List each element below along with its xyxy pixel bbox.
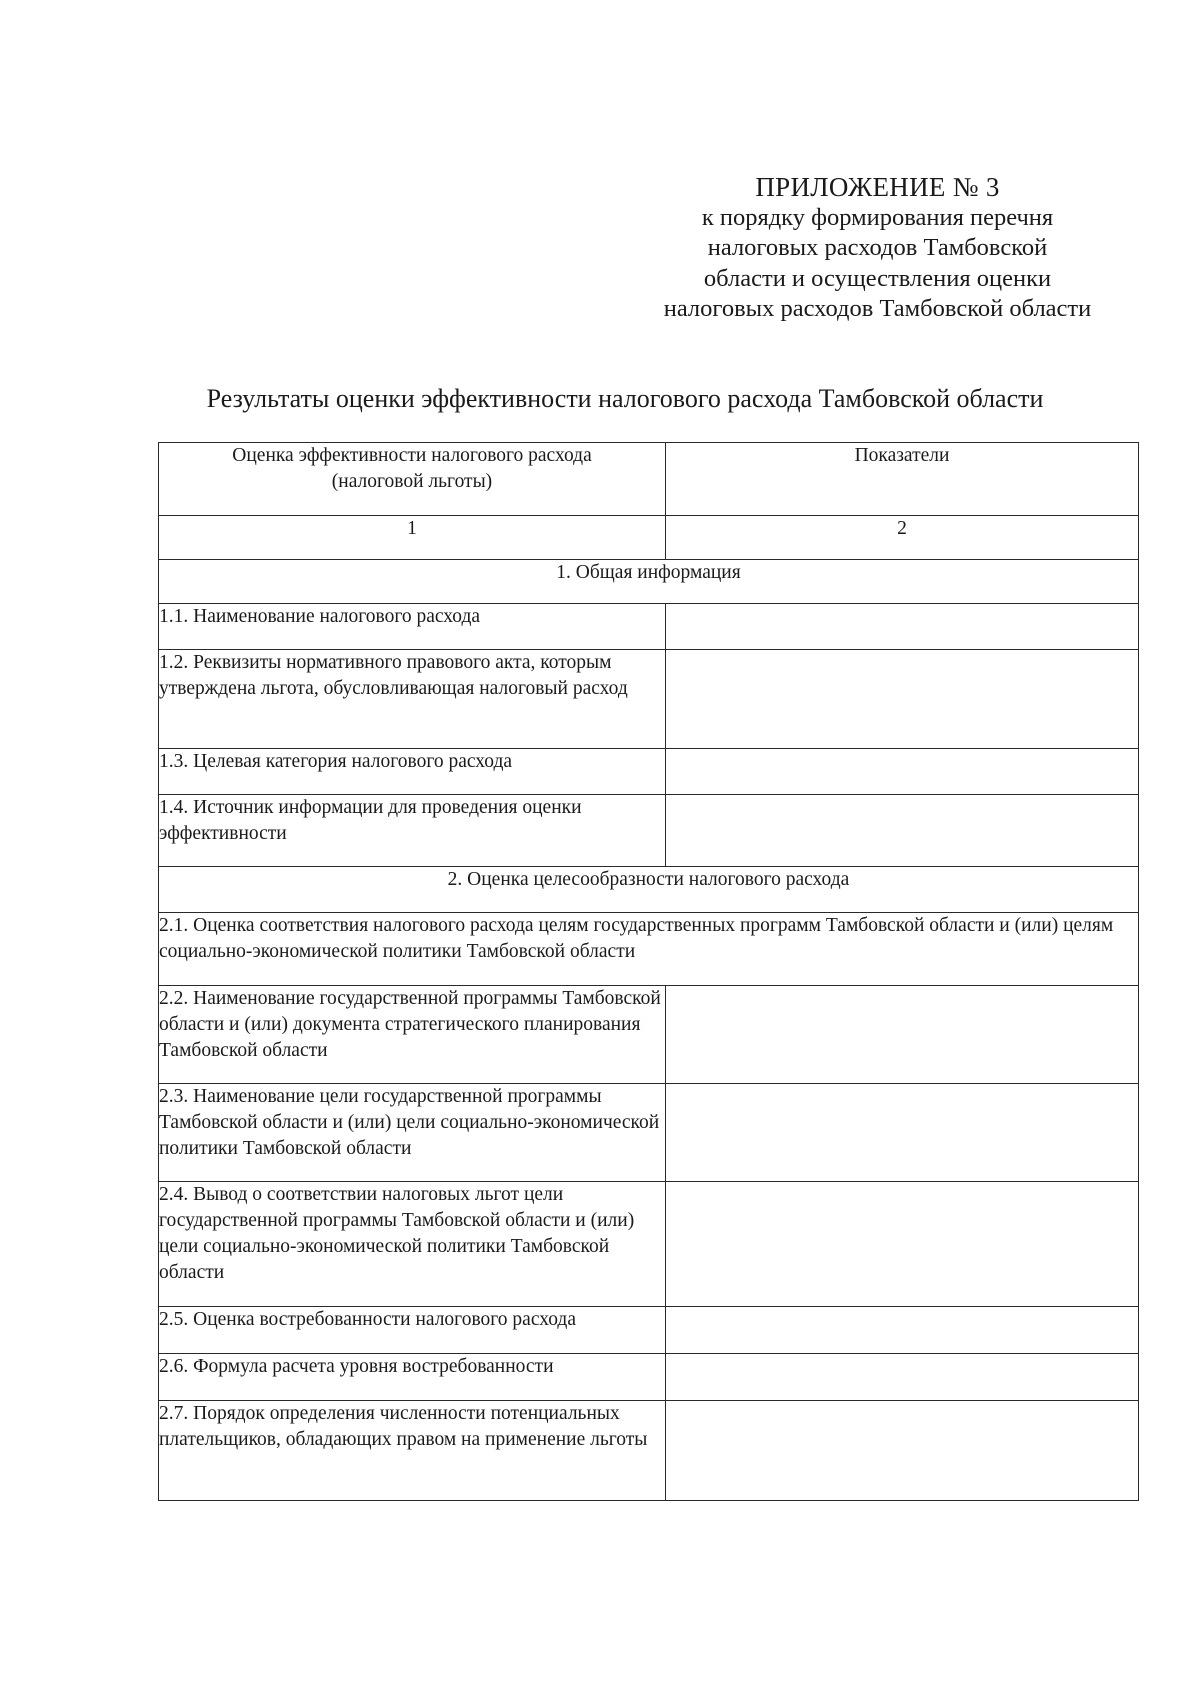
row-label: 1.2. Реквизиты нормативного правового акта, которым утверждена льгота, обусловливающая налоговый расход xyxy=(159,650,666,749)
row-label: 2.3. Наименование цели государственной программы Тамбовской области и (или) цели социально-экономической политики Тамбовской области xyxy=(159,1084,666,1182)
row-value xyxy=(666,1354,1139,1401)
table-row xyxy=(159,1401,1139,1501)
document-title: Результаты оценки эффективности налогового расхода Тамбовской области xyxy=(206,384,1044,413)
header-col1 xyxy=(159,443,666,516)
row-value xyxy=(666,650,1139,749)
table-row xyxy=(159,1084,1139,1182)
table-row xyxy=(159,913,1139,986)
appendix-line: области и осуществления оценки xyxy=(703,264,1052,292)
table-row xyxy=(159,650,1139,749)
column-number-2: 2 xyxy=(666,516,1139,560)
section-row xyxy=(159,560,1139,604)
row-value xyxy=(666,749,1139,795)
row-label: 2.2. Наименование государственной программы Тамбовской области и (или) документа стратегического планирования Тамбовской области xyxy=(159,986,666,1084)
appendix-line: налоговых расходов Тамбовской xyxy=(707,234,1048,261)
appendix-line: к порядку формирования перечня xyxy=(701,203,1054,231)
table-header-row xyxy=(159,443,1139,516)
header-col1-line1: Оценка эффективности налогового расхода xyxy=(232,445,592,466)
column-number-row xyxy=(159,516,1139,560)
appendix-number: ПРИЛОЖЕНИЕ № 3 xyxy=(755,172,1000,202)
row-label: 2.4. Вывод о соответствии налоговых льгот цели государственной программы Тамбовской области и (или) цели социально-экономической политики Тамбовской области xyxy=(159,1182,666,1307)
table-row xyxy=(159,1182,1139,1307)
section-title: 1. Общая информация xyxy=(159,560,1139,604)
row-label: 2.7. Порядок определения численности потенциальных плательщиков, обладающих правом на применение льготы xyxy=(159,1401,666,1501)
table-row xyxy=(159,986,1139,1084)
row-full-label: 2.1. Оценка соответствия налогового расхода целям государственных программ Тамбовской области и (или) целям социально-экономической политики Тамбовской области xyxy=(159,913,1139,986)
row-value xyxy=(666,1182,1139,1307)
row-label: 1.4. Источник информации для проведения оценки эффективности xyxy=(159,795,666,867)
table-row xyxy=(159,1307,1139,1354)
section-row xyxy=(159,867,1139,913)
row-value xyxy=(666,1084,1139,1182)
row-label: 1.1. Наименование налогового расхода xyxy=(159,604,666,650)
section-title: 2. Оценка целесообразности налогового расхода xyxy=(159,867,1139,913)
table-row xyxy=(159,1354,1139,1401)
table-row xyxy=(159,604,1139,650)
row-label: 2.6. Формула расчета уровня востребованности xyxy=(159,1354,666,1401)
table-row xyxy=(159,749,1139,795)
table-row xyxy=(159,795,1139,867)
header-col2: Показатели xyxy=(666,443,1139,516)
row-label: 2.5. Оценка востребованности налогового расхода xyxy=(159,1307,666,1354)
appendix-line: налоговых расходов Тамбовской области xyxy=(663,295,1092,322)
assessment-table xyxy=(158,442,1139,1501)
row-label: 1.3. Целевая категория налогового расхода xyxy=(159,749,666,795)
column-number-1: 1 xyxy=(159,516,666,560)
row-value xyxy=(666,795,1139,867)
header-col1-line2: (налоговой льготы) xyxy=(331,471,493,492)
row-value xyxy=(666,1307,1139,1354)
row-value xyxy=(666,604,1139,650)
row-value xyxy=(666,1401,1139,1501)
row-value xyxy=(666,986,1139,1084)
appendix-heading xyxy=(600,172,1155,325)
